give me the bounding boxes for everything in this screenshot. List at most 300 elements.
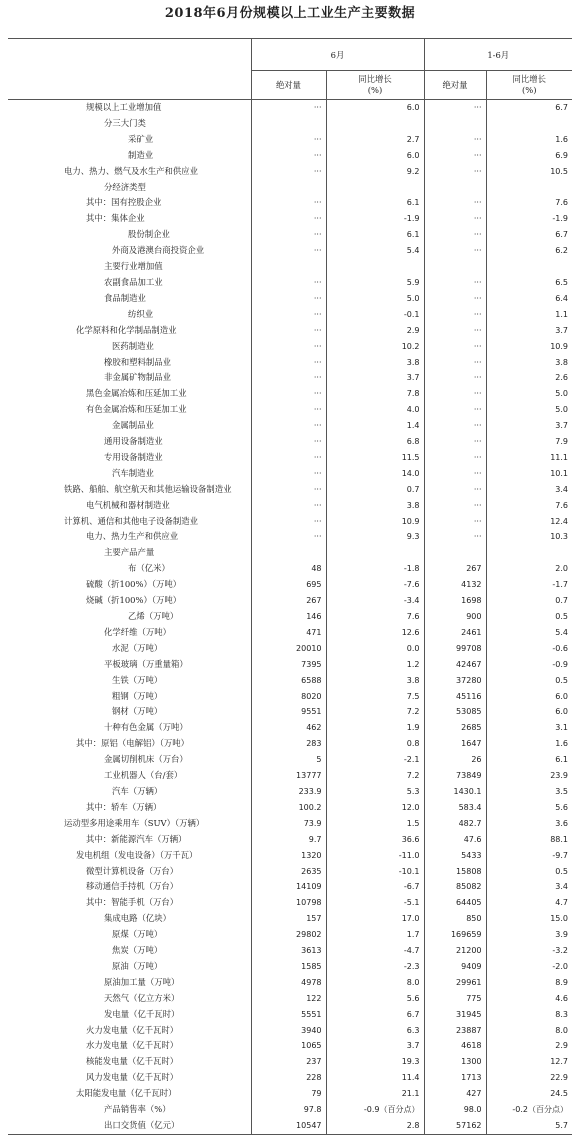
cumulative-absolute-cell: ··· — [424, 418, 486, 434]
month-growth-cell: 3.8 — [326, 673, 424, 689]
cumulative-growth-cell: 10.9 — [550, 341, 568, 351]
table-row — [8, 259, 572, 275]
table-row — [8, 848, 572, 864]
cumulative-absolute-cell: 15808 — [424, 864, 486, 880]
cumulative-growth-cell: 3.7 — [555, 421, 568, 431]
table-row — [8, 275, 572, 291]
cumulative-absolute-cell: ··· — [424, 307, 486, 323]
cumulative-absolute-cell: 1698 — [424, 593, 486, 609]
cumulative-absolute-cell: 99708 — [424, 641, 486, 657]
table-row — [8, 1023, 572, 1039]
month-growth-cell: 5.9 — [326, 275, 424, 291]
table-row — [8, 386, 572, 402]
month-absolute-header: 绝对量 — [251, 71, 326, 100]
cumulative-absolute-cell: ··· — [424, 355, 486, 371]
table-row — [8, 1070, 572, 1086]
cumulative-growth-cell: 5.0 — [555, 389, 568, 399]
cumulative-growth-cell: -9.7 — [552, 850, 568, 860]
cumulative-absolute-cell: 64405 — [424, 895, 486, 911]
cumulative-growth-cell: 15.0 — [550, 914, 568, 924]
table-row — [8, 402, 572, 418]
cumulative-absolute-cell: 53085 — [424, 704, 486, 720]
table-row — [8, 132, 572, 148]
row-label: 运动型多用途乘用车（SUV）（万辆） — [8, 816, 251, 832]
month-absolute-cell: ··· — [251, 132, 326, 148]
month-growth-cell: -6.7 — [326, 879, 424, 895]
row-label: 太阳能发电量（亿千瓦时） — [8, 1086, 251, 1102]
cumulative-absolute-cell: ··· — [424, 386, 486, 402]
cumulative-absolute-cell: 98.0 — [424, 1102, 486, 1118]
cumulative-growth-cell: 5.7 — [555, 1121, 568, 1130]
month-growth-cell: 2.7 — [326, 132, 424, 148]
row-label: 焦炭（万吨） — [8, 943, 251, 959]
cumulative-growth-cell: 24.5 — [550, 1089, 568, 1099]
month-growth-cell: 2.8 — [326, 1118, 424, 1134]
cumulative-growth-cell: -1.7 — [552, 580, 568, 590]
cumulative-absolute-cell: 2685 — [424, 720, 486, 736]
table-row — [8, 673, 572, 689]
table-row — [8, 927, 572, 943]
cumulative-growth-cell: 11.1 — [550, 452, 568, 462]
cumulative-growth-cell: 6.0 — [555, 691, 568, 701]
row-label: 烧碱（折100%）（万吨） — [8, 593, 251, 609]
cumulative-growth-cell: 10.5 — [550, 166, 568, 176]
cumulative-growth-cell — [486, 116, 572, 132]
row-label: 水力发电量（亿千瓦时） — [8, 1038, 251, 1054]
table-row — [8, 227, 572, 243]
row-label: 钢材（万吨） — [8, 704, 251, 720]
month-absolute-cell: 14109 — [251, 879, 326, 895]
cumulative-absolute-cell — [424, 116, 486, 132]
table-row — [8, 593, 572, 609]
month-growth-cell: -5.1 — [326, 895, 424, 911]
table-row — [8, 959, 572, 975]
cumulative-growth-cell: 0.5 — [555, 866, 568, 876]
row-label: 工业机器人（台/套） — [8, 768, 251, 784]
cumulative-absolute-cell: ··· — [424, 482, 486, 498]
cumulative-growth-cell: 6.4 — [555, 293, 568, 303]
cumulative-absolute-cell: ··· — [424, 370, 486, 386]
month-absolute-cell — [251, 545, 326, 561]
row-label: 集成电路（亿块） — [8, 911, 251, 927]
table-row — [8, 975, 572, 991]
cumulative-absolute-cell: ··· — [424, 227, 486, 243]
month-growth-cell: 17.0 — [326, 911, 424, 927]
cumulative-growth-cell: 3.1 — [555, 723, 568, 733]
month-absolute-cell: ··· — [251, 323, 326, 339]
cumulative-growth-cell: 12.4 — [550, 516, 568, 526]
cumulative-absolute-cell: 850 — [424, 911, 486, 927]
row-label: 微型计算机设备（万台） — [8, 864, 251, 880]
table-row — [8, 211, 572, 227]
row-label: 股份制企业 — [8, 227, 251, 243]
month-absolute-cell: 5551 — [251, 1007, 326, 1023]
indicator-header — [8, 39, 251, 100]
month-absolute-cell: 3613 — [251, 943, 326, 959]
cumulative-growth-cell: 0.5 — [555, 675, 568, 685]
cumulative-growth-cell: 7.6 — [555, 500, 568, 510]
table-row — [8, 816, 572, 832]
cumulative-growth-cell: 6.5 — [555, 277, 568, 287]
month-absolute-cell: 3940 — [251, 1023, 326, 1039]
row-label: 汽车（万辆） — [8, 784, 251, 800]
table-row — [8, 291, 572, 307]
row-label: 金属切削机床（万台） — [8, 752, 251, 768]
month-absolute-cell: ··· — [251, 450, 326, 466]
cumulative-absolute-cell: ··· — [424, 339, 486, 355]
cumulative-growth-cell: 3.5 — [555, 786, 568, 796]
row-label: 其中：国有控股企业 — [8, 195, 251, 211]
cumulative-growth-cell: 6.7 — [555, 103, 568, 112]
cumulative-absolute-cell: 21200 — [424, 943, 486, 959]
row-label: 粗钢（万吨） — [8, 689, 251, 705]
month-absolute-cell: ··· — [251, 418, 326, 434]
cumulative-absolute-cell: ··· — [424, 514, 486, 530]
month-growth-cell: -11.0 — [326, 848, 424, 864]
month-growth-cell: 1.5 — [326, 816, 424, 832]
cumulative-growth-cell: 88.1 — [550, 834, 568, 844]
month-absolute-cell: 20010 — [251, 641, 326, 657]
cumulative-absolute-cell: 45116 — [424, 689, 486, 705]
month-growth-cell: -4.7 — [326, 943, 424, 959]
row-label: 电力、热力生产和供应业 — [8, 529, 251, 545]
cumulative-growth-cell: 23.9 — [550, 771, 568, 781]
month-absolute-cell: ··· — [251, 227, 326, 243]
month-absolute-cell: ··· — [251, 482, 326, 498]
month-growth-cell: 5.3 — [326, 784, 424, 800]
cumulative-growth-cell: 2.0 — [555, 564, 568, 574]
month-growth-cell: -0.9（百分点） — [326, 1102, 424, 1118]
cumulative-absolute-cell: 1647 — [424, 736, 486, 752]
row-label: 规模以上工业增加值 — [8, 100, 251, 116]
cumulative-absolute-cell: 85082 — [424, 879, 486, 895]
cumulative-growth-cell: 2.9 — [555, 1041, 568, 1051]
month-absolute-cell: 6588 — [251, 673, 326, 689]
table-row — [8, 689, 572, 705]
row-label: 分经济类型 — [8, 180, 251, 196]
cumulative-absolute-header: 绝对量 — [424, 71, 486, 100]
cumulative-absolute-cell: ··· — [424, 498, 486, 514]
table-row — [8, 100, 572, 116]
cumulative-absolute-cell: ··· — [424, 291, 486, 307]
table-row — [8, 1054, 572, 1070]
month-growth-cell: 3.7 — [326, 370, 424, 386]
row-label: 分三大门类 — [8, 116, 251, 132]
month-absolute-cell: ··· — [251, 164, 326, 180]
row-label: 发电机组（发电设备）（万千瓦） — [8, 848, 251, 864]
table-row — [8, 1102, 572, 1118]
row-label: 乙烯（万吨） — [8, 609, 251, 625]
month-growth-cell: 0.0 — [326, 641, 424, 657]
table-row — [8, 577, 572, 593]
month-absolute-cell: ··· — [251, 386, 326, 402]
month-absolute-cell: ··· — [251, 211, 326, 227]
month-absolute-cell: 695 — [251, 577, 326, 593]
month-growth-cell: 1.9 — [326, 720, 424, 736]
month-absolute-cell: ··· — [251, 243, 326, 259]
cumulative-absolute-cell: 1713 — [424, 1070, 486, 1086]
cumulative-absolute-cell: 23887 — [424, 1023, 486, 1039]
cumulative-growth-cell: 7.9 — [555, 437, 568, 447]
month-absolute-cell: 1320 — [251, 848, 326, 864]
month-growth-cell: 10.9 — [326, 514, 424, 530]
month-absolute-cell: ··· — [251, 370, 326, 386]
cumulative-absolute-cell: 427 — [424, 1086, 486, 1102]
cumulative-growth-cell: 7.6 — [555, 198, 568, 208]
cumulative-absolute-cell: 37280 — [424, 673, 486, 689]
cumulative-absolute-cell: 1300 — [424, 1054, 486, 1070]
month-growth-cell: 3.8 — [326, 355, 424, 371]
table-row — [8, 355, 572, 371]
cumulative-growth-cell: -2.0 — [552, 961, 568, 971]
month-absolute-cell: 4978 — [251, 975, 326, 991]
month-growth-cell: 0.7 — [326, 482, 424, 498]
row-label: 发电量（亿千瓦时） — [8, 1007, 251, 1023]
month-absolute-cell: 462 — [251, 720, 326, 736]
month-absolute-cell: 228 — [251, 1070, 326, 1086]
month-growth-cell: 4.0 — [326, 402, 424, 418]
cumulative-absolute-cell: 42467 — [424, 657, 486, 673]
month-growth-cell: -2.3 — [326, 959, 424, 975]
cumulative-growth-cell: 4.7 — [555, 898, 568, 908]
month-absolute-cell — [251, 259, 326, 275]
row-label: 核能发电量（亿千瓦时） — [8, 1054, 251, 1070]
month-growth-cell: 21.1 — [326, 1086, 424, 1102]
month-absolute-cell: ··· — [251, 195, 326, 211]
month-growth-header: 同比增长 (%) — [326, 71, 424, 100]
month-absolute-cell: ··· — [251, 514, 326, 530]
cumulative-absolute-cell: 5433 — [424, 848, 486, 864]
table-row — [8, 943, 572, 959]
month-growth-cell: 6.1 — [326, 227, 424, 243]
table-row — [8, 529, 572, 545]
row-label: 有色金属冶炼和压延加工业 — [8, 402, 251, 418]
cumulative-absolute-cell: 29961 — [424, 975, 486, 991]
month-absolute-cell: 73.9 — [251, 816, 326, 832]
row-label: 其中：智能手机（万台） — [8, 895, 251, 911]
cumulative-growth-cell: 3.6 — [555, 818, 568, 828]
month-growth-cell — [326, 116, 424, 132]
month-growth-cell: 1.4 — [326, 418, 424, 434]
cumulative-growth-cell: 5.4 — [555, 627, 568, 637]
cumulative-absolute-cell: ··· — [424, 132, 486, 148]
month-absolute-cell: ··· — [251, 498, 326, 514]
row-label: 其中：集体企业 — [8, 211, 251, 227]
row-label: 产品销售率（%） — [8, 1102, 251, 1118]
row-label: 主要产品产量 — [8, 545, 251, 561]
month-growth-cell: 5.0 — [326, 291, 424, 307]
month-absolute-cell: 79 — [251, 1086, 326, 1102]
row-label: 电气机械和器材制造业 — [8, 498, 251, 514]
table-row — [8, 418, 572, 434]
cumulative-growth-cell: 5.0 — [555, 405, 568, 415]
table-row — [8, 195, 572, 211]
table-row — [8, 832, 572, 848]
row-label: 平板玻璃（万重量箱） — [8, 657, 251, 673]
row-label: 食品制造业 — [8, 291, 251, 307]
table-row — [8, 561, 572, 577]
cumulative-absolute-cell: 31945 — [424, 1007, 486, 1023]
cumulative-growth-cell — [486, 545, 572, 561]
table-row — [8, 466, 572, 482]
row-label: 医药制造业 — [8, 339, 251, 355]
table-row — [8, 704, 572, 720]
month-growth-cell — [326, 259, 424, 275]
cumulative-absolute-cell: 47.6 — [424, 832, 486, 848]
month-growth-cell: -1.9 — [326, 211, 424, 227]
row-label: 金属制品业 — [8, 418, 251, 434]
table-row — [8, 768, 572, 784]
cumulative-growth-cell — [486, 259, 572, 275]
cumulative-header: 1-6月 — [424, 39, 572, 71]
row-label: 化学纤维（万吨） — [8, 625, 251, 641]
month-growth-cell: 14.0 — [326, 466, 424, 482]
month-growth-cell: 7.2 — [326, 768, 424, 784]
month-growth-cell: 6.8 — [326, 434, 424, 450]
row-label: 火力发电量（亿千瓦时） — [8, 1023, 251, 1039]
month-growth-cell: 12.6 — [326, 625, 424, 641]
row-label: 纺织业 — [8, 307, 251, 323]
month-absolute-cell: ··· — [251, 434, 326, 450]
month-growth-cell: 19.3 — [326, 1054, 424, 1070]
month-absolute-cell — [251, 180, 326, 196]
cumulative-growth-cell: 8.0 — [555, 1025, 568, 1035]
month-header: 6月 — [251, 39, 424, 71]
row-label: 其中：轿车（万辆） — [8, 800, 251, 816]
row-label: 出口交货值（亿元） — [8, 1118, 251, 1134]
table-row — [8, 1007, 572, 1023]
month-growth-cell: 12.0 — [326, 800, 424, 816]
cumulative-growth-cell: 12.7 — [550, 1057, 568, 1067]
table-row — [8, 895, 572, 911]
table-row — [8, 148, 572, 164]
cumulative-growth-cell: 3.7 — [555, 325, 568, 335]
cumulative-absolute-cell: ··· — [424, 148, 486, 164]
cumulative-growth-cell: 1.6 — [555, 739, 568, 749]
month-growth-cell: 10.2 — [326, 339, 424, 355]
month-absolute-cell: 10798 — [251, 895, 326, 911]
month-absolute-cell: 29802 — [251, 927, 326, 943]
month-absolute-cell: ··· — [251, 291, 326, 307]
row-label: 采矿业 — [8, 132, 251, 148]
month-growth-cell: 11.5 — [326, 450, 424, 466]
cumulative-growth-cell: 1.1 — [555, 309, 568, 319]
table-row — [8, 864, 572, 880]
month-growth-cell: 9.2 — [326, 164, 424, 180]
month-growth-cell: -0.1 — [326, 307, 424, 323]
month-growth-cell: 11.4 — [326, 1070, 424, 1086]
row-label: 专用设备制造业 — [8, 450, 251, 466]
table-row — [8, 784, 572, 800]
cumulative-growth-cell: 1.6 — [555, 134, 568, 144]
row-label: 移动通信手持机（万台） — [8, 879, 251, 895]
month-absolute-cell: 5 — [251, 752, 326, 768]
month-growth-cell: 1.2 — [326, 657, 424, 673]
cumulative-absolute-cell: 26 — [424, 752, 486, 768]
cumulative-absolute-cell: 583.4 — [424, 800, 486, 816]
table-row — [8, 736, 572, 752]
cumulative-absolute-cell: ··· — [424, 323, 486, 339]
row-label: 生铁（万吨） — [8, 673, 251, 689]
cumulative-growth-cell — [486, 180, 572, 196]
row-label: 其中：原铝（电解铝）（万吨） — [8, 736, 251, 752]
table-row — [8, 609, 572, 625]
table-row — [8, 879, 572, 895]
table-row — [8, 625, 572, 641]
month-absolute-cell: 267 — [251, 593, 326, 609]
month-absolute-cell: ··· — [251, 466, 326, 482]
row-label: 化学原料和化学制品制造业 — [8, 323, 251, 339]
cumulative-growth-cell: 8.9 — [555, 977, 568, 987]
cumulative-absolute-cell: ··· — [424, 195, 486, 211]
month-absolute-cell: 8020 — [251, 689, 326, 705]
table-row — [8, 991, 572, 1007]
month-growth-cell: 6.1 — [326, 195, 424, 211]
month-absolute-cell: 283 — [251, 736, 326, 752]
month-growth-cell: 0.8 — [326, 736, 424, 752]
month-absolute-cell: 122 — [251, 991, 326, 1007]
table-row — [8, 243, 572, 259]
row-label: 橡胶和塑料制品业 — [8, 355, 251, 371]
table-row — [8, 370, 572, 386]
row-label: 天然气（亿立方米） — [8, 991, 251, 1007]
cumulative-absolute-cell: 775 — [424, 991, 486, 1007]
cumulative-growth-cell: 3.8 — [555, 357, 568, 367]
table-row — [8, 641, 572, 657]
month-absolute-cell: 7395 — [251, 657, 326, 673]
cumulative-absolute-cell: ··· — [424, 100, 486, 116]
month-growth-cell: 3.7 — [326, 1038, 424, 1054]
table-row — [8, 720, 572, 736]
cumulative-absolute-cell — [424, 180, 486, 196]
cumulative-growth-cell: 8.3 — [555, 1009, 568, 1019]
month-growth-cell — [326, 180, 424, 196]
row-label: 原煤（万吨） — [8, 927, 251, 943]
cumulative-absolute-cell: ··· — [424, 402, 486, 418]
cumulative-growth-cell: 3.4 — [555, 882, 568, 892]
row-label: 水泥（万吨） — [8, 641, 251, 657]
cumulative-growth-cell: 3.9 — [555, 930, 568, 940]
row-label: 黑色金属冶炼和压延加工业 — [8, 386, 251, 402]
table-row — [8, 498, 572, 514]
month-growth-cell: -1.8 — [326, 561, 424, 577]
row-label: 通用设备制造业 — [8, 434, 251, 450]
row-label: 其中：新能源汽车（万辆） — [8, 832, 251, 848]
month-absolute-cell: 1065 — [251, 1038, 326, 1054]
month-growth-cell: 2.9 — [326, 323, 424, 339]
month-absolute-cell: 471 — [251, 625, 326, 641]
month-growth-cell: 7.2 — [326, 704, 424, 720]
data-table — [8, 38, 572, 1135]
row-label: 硫酸（折100%）（万吨） — [8, 577, 251, 593]
table-row — [8, 545, 572, 561]
row-label: 主要行业增加值 — [8, 259, 251, 275]
cumulative-absolute-cell: 900 — [424, 609, 486, 625]
month-absolute-cell: ··· — [251, 148, 326, 164]
row-label: 铁路、船舶、航空航天和其他运输设备制造业 — [8, 482, 251, 498]
table-row — [8, 116, 572, 132]
cumulative-absolute-cell: 4618 — [424, 1038, 486, 1054]
row-label: 电力、热力、燃气及水生产和供应业 — [8, 164, 251, 180]
row-label: 农副食品加工业 — [8, 275, 251, 291]
month-absolute-cell: ··· — [251, 529, 326, 545]
cumulative-growth-cell: -3.2 — [552, 946, 568, 956]
table-row — [8, 911, 572, 927]
cumulative-absolute-cell: 9409 — [424, 959, 486, 975]
cumulative-growth-cell: 10.1 — [550, 468, 568, 478]
month-absolute-cell: 1585 — [251, 959, 326, 975]
table-row — [8, 450, 572, 466]
